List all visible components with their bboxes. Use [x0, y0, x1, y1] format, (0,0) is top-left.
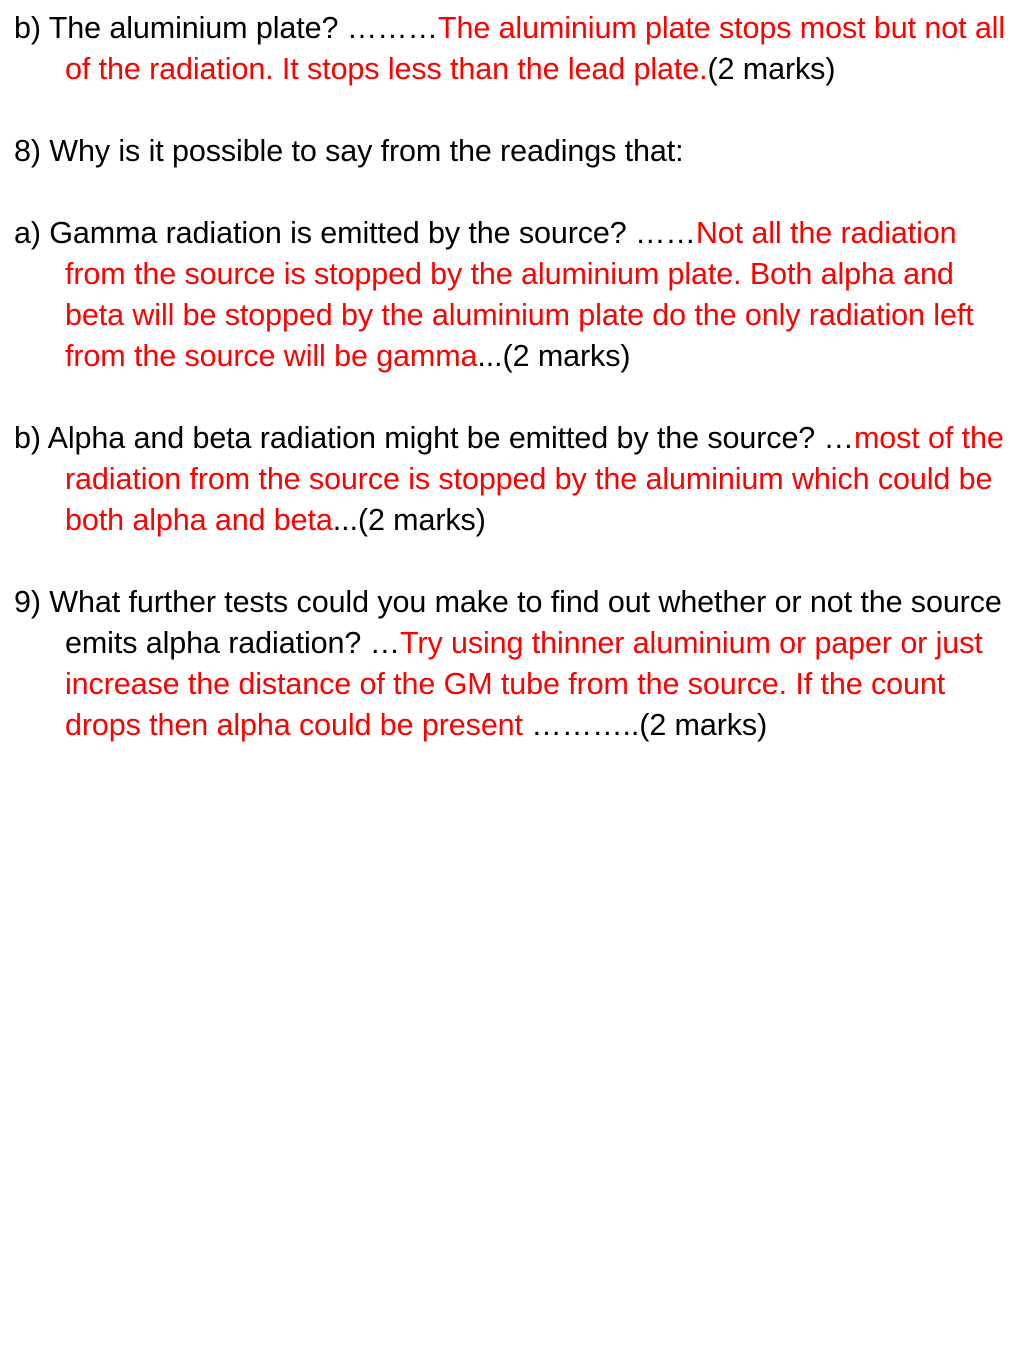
spacer: [0, 377, 1012, 418]
question-9-marks: ………..(2 marks): [522, 708, 768, 742]
question-9: [0, 582, 1012, 746]
spacer: [0, 541, 1012, 582]
spacer: [0, 172, 1012, 213]
question-8b-prompt: b) Alpha and beta radiation might be emitted by the source? …: [14, 421, 854, 455]
question-7b-marks: (2 marks): [707, 52, 836, 86]
question-8b-answer: most of the radiation from the source is stopped by the aluminium which could be both alpha and beta: [65, 421, 1004, 537]
question-8-heading: [0, 131, 1012, 172]
question-8a-answer: Not all the radiation from the source is stopped by the aluminium plate. Both alpha and beta will be stopped by the aluminium plate do the only radiation left from the source will be gamma: [65, 216, 974, 373]
question-7b-prompt: b) The aluminium plate? ………: [14, 11, 438, 45]
worksheet-page: [0, 8, 1012, 746]
question-8b: [0, 418, 1012, 541]
question-9-prompt: 9) What further tests could you make to find out whether or not the source emits alpha radiation? …: [14, 585, 1002, 660]
question-8a-prompt: a) Gamma radiation is emitted by the source? ……: [14, 216, 696, 250]
question-8b-marks: ...(2 marks): [332, 503, 486, 537]
question-9-answer: Try using thinner aluminium or paper or just increase the distance of the GM tube from the source. If the count drops then alpha could be present: [65, 626, 983, 742]
question-8a-marks: ...(2 marks): [477, 339, 631, 373]
spacer: [0, 90, 1012, 131]
question-7b-answer: The aluminium plate stops most but not all of the radiation. It stops less than the lead plate.: [65, 11, 1006, 86]
question-8a: [0, 213, 1012, 377]
question-7b: [0, 8, 1012, 90]
question-8-prompt: 8) Why is it possible to say from the readings that:: [14, 134, 684, 168]
